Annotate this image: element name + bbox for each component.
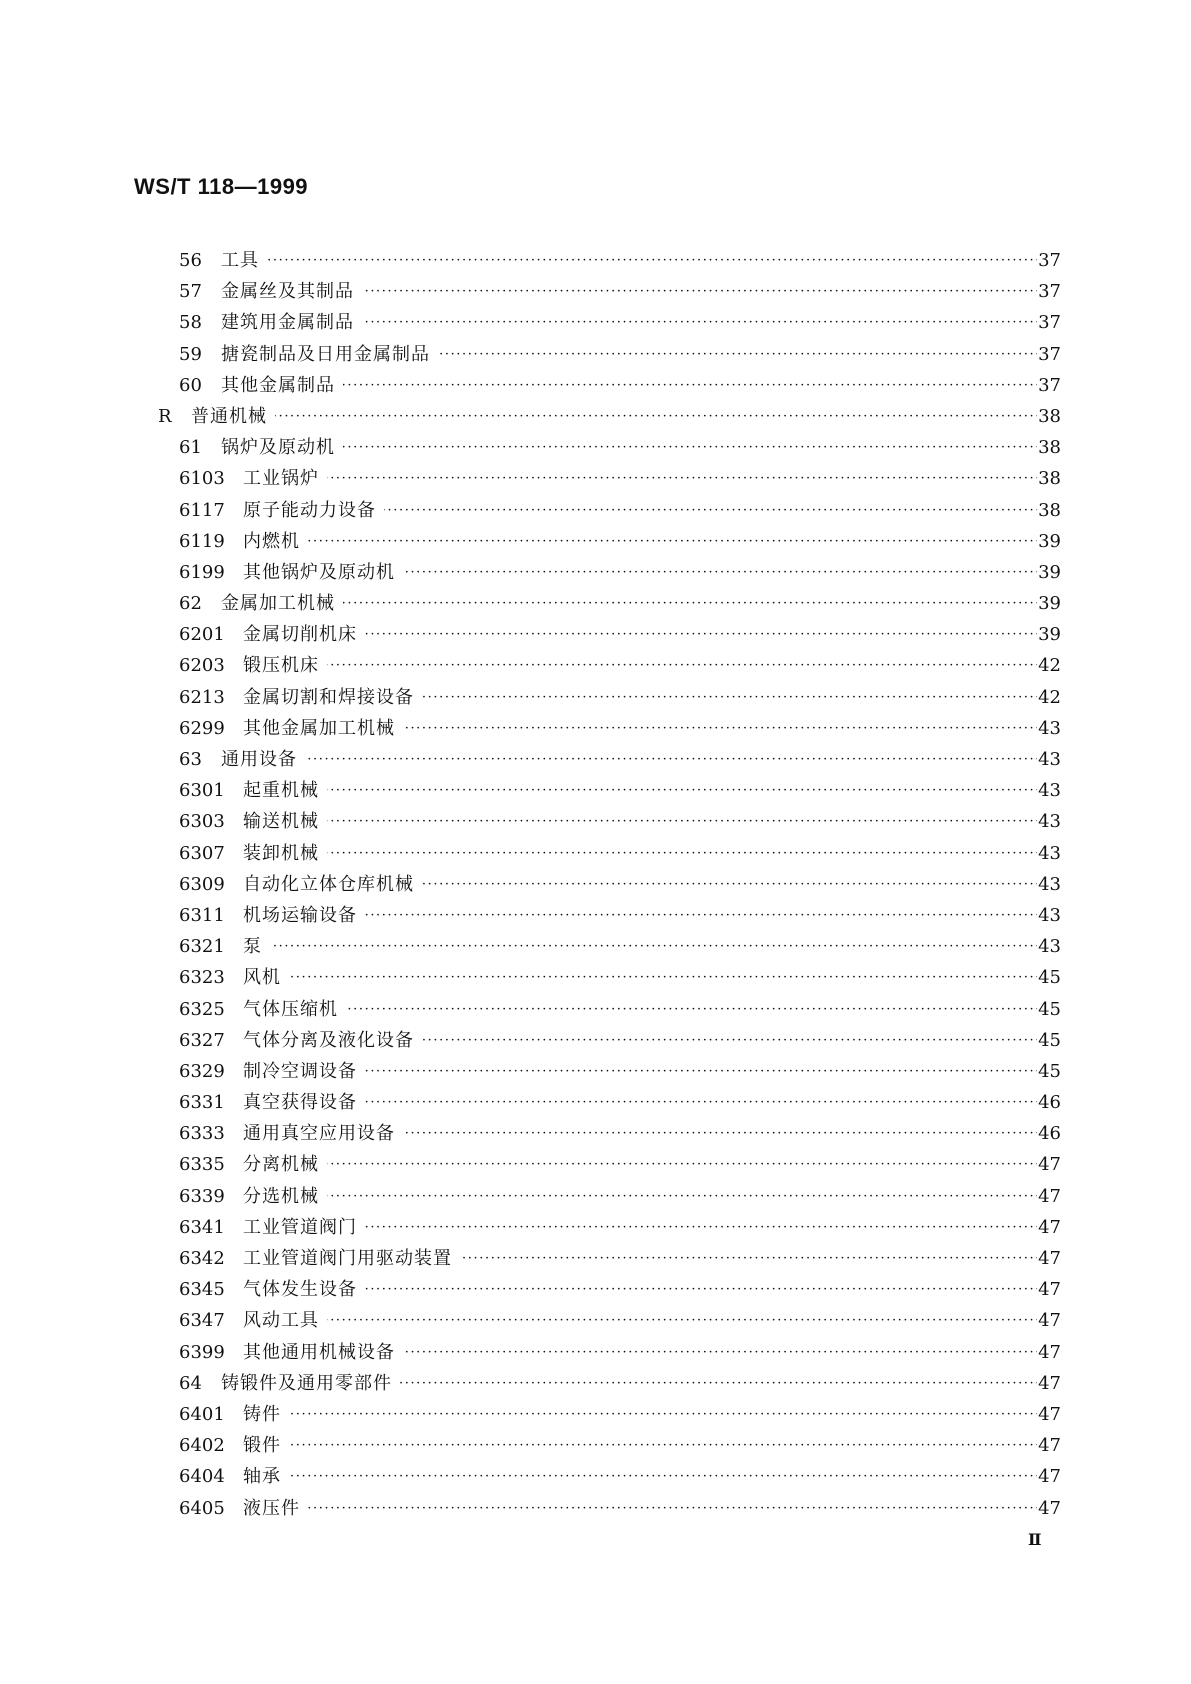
toc-entry-page: 39 bbox=[1037, 588, 1061, 619]
toc-entry[interactable] bbox=[0, 962, 1191, 993]
toc-entry-number: 63 bbox=[179, 749, 202, 770]
table-of-contents bbox=[0, 245, 1191, 1524]
toc-entry-title: 通用真空应用设备 bbox=[243, 1118, 403, 1149]
toc-dot-leader bbox=[221, 245, 1041, 276]
toc-dot-leader bbox=[243, 931, 1041, 962]
toc-entry-page: 39 bbox=[1037, 557, 1061, 588]
toc-entry-page: 47 bbox=[1037, 1399, 1061, 1430]
toc-entry-page: 45 bbox=[1037, 994, 1061, 1025]
toc-dot-leader bbox=[243, 1149, 1041, 1180]
toc-entry-page: 47 bbox=[1037, 1337, 1061, 1368]
toc-entry[interactable] bbox=[0, 744, 1191, 775]
toc-entry-page: 47 bbox=[1037, 1493, 1061, 1524]
toc-entry-title: 自动化立体仓库机械 bbox=[243, 869, 422, 900]
toc-entry[interactable] bbox=[0, 650, 1191, 681]
toc-entry-number: 6331 bbox=[179, 1092, 225, 1114]
toc-entry-page: 38 bbox=[1037, 463, 1061, 494]
toc-dot-leader bbox=[221, 432, 1041, 463]
toc-entry-page: 37 bbox=[1037, 370, 1061, 401]
toc-entry[interactable] bbox=[0, 713, 1191, 744]
toc-entry[interactable] bbox=[0, 1181, 1191, 1212]
toc-entry-number: 57 bbox=[179, 281, 202, 303]
toc-entry-title: 泵 bbox=[243, 931, 270, 962]
toc-entry-number: 6399 bbox=[179, 1341, 225, 1363]
toc-entry[interactable] bbox=[0, 245, 1191, 276]
toc-entry-title: 金属丝及其制品 bbox=[221, 276, 362, 307]
toc-entry-number: 6307 bbox=[179, 842, 225, 864]
toc-entry-page: 47 bbox=[1037, 1181, 1061, 1212]
toc-dot-leader bbox=[243, 806, 1041, 837]
toc-entry-title: 搪瓷制品及日用金属制品 bbox=[221, 339, 438, 370]
toc-entry-page: 37 bbox=[1037, 245, 1061, 276]
toc-dot-leader bbox=[243, 1399, 1041, 1430]
toc-entry-title: 金属切削机床 bbox=[243, 619, 365, 650]
toc-entry-page: 47 bbox=[1037, 1243, 1061, 1274]
toc-entry-number: 6339 bbox=[179, 1185, 225, 1207]
toc-entry-title: 气体发生设备 bbox=[243, 1274, 365, 1305]
toc-entry-title: 铸件 bbox=[243, 1399, 289, 1430]
toc-dot-leader bbox=[243, 1305, 1041, 1336]
toc-entry-page: 43 bbox=[1037, 900, 1061, 931]
toc-dot-leader bbox=[243, 1461, 1041, 1492]
toc-entry-title: 真空获得设备 bbox=[243, 1087, 365, 1118]
toc-entry-title: 气体分离及液化设备 bbox=[243, 1025, 422, 1056]
toc-entry[interactable] bbox=[0, 463, 1191, 494]
toc-entry-number: 58 bbox=[179, 312, 202, 334]
toc-entry-title: 风动工具 bbox=[243, 1305, 327, 1336]
toc-entry-page: 43 bbox=[1037, 744, 1061, 775]
toc-dot-leader bbox=[243, 1430, 1041, 1461]
toc-entry-page: 37 bbox=[1037, 307, 1061, 338]
toc-entry-title: 金属切割和焊接设备 bbox=[243, 682, 422, 713]
toc-entry-page: 47 bbox=[1037, 1149, 1061, 1180]
toc-entry[interactable] bbox=[0, 994, 1191, 1025]
toc-dot-leader bbox=[243, 838, 1041, 869]
toc-entry-title: 原子能动力设备 bbox=[243, 495, 384, 526]
toc-entry-title: 其他金属加工机械 bbox=[243, 713, 403, 744]
toc-entry[interactable] bbox=[0, 557, 1191, 588]
toc-entry[interactable] bbox=[0, 1399, 1191, 1430]
toc-entry-number: 6341 bbox=[179, 1216, 225, 1238]
toc-entry-number: 6213 bbox=[179, 686, 225, 708]
toc-entry[interactable] bbox=[0, 931, 1191, 962]
toc-entry-page: 38 bbox=[1037, 432, 1061, 463]
toc-entry-title: 分离机械 bbox=[243, 1149, 327, 1180]
toc-dot-leader bbox=[243, 994, 1041, 1025]
toc-entry-title: 起重机械 bbox=[243, 775, 327, 806]
toc-dot-leader bbox=[243, 1181, 1041, 1212]
toc-entry-page: 46 bbox=[1037, 1087, 1061, 1118]
toc-entry-page: 45 bbox=[1037, 962, 1061, 993]
toc-entry-page: 43 bbox=[1037, 713, 1061, 744]
toc-entry-title: 其他金属制品 bbox=[221, 370, 343, 401]
toc-entry-number: 59 bbox=[179, 343, 202, 365]
toc-entry[interactable] bbox=[0, 682, 1191, 713]
toc-entry-number: 6333 bbox=[179, 1123, 225, 1145]
toc-entry-page: 47 bbox=[1037, 1305, 1061, 1336]
toc-entry-title: 输送机械 bbox=[243, 806, 327, 837]
toc-dot-leader bbox=[221, 370, 1041, 401]
toc-entry[interactable] bbox=[0, 370, 1191, 401]
toc-entry-page: 38 bbox=[1037, 495, 1061, 526]
toc-dot-leader bbox=[243, 962, 1041, 993]
toc-entry-page: 39 bbox=[1037, 526, 1061, 557]
toc-entry-number: 6335 bbox=[179, 1154, 225, 1176]
toc-entry[interactable] bbox=[0, 806, 1191, 837]
toc-entry-page: 42 bbox=[1037, 682, 1061, 713]
toc-entry[interactable] bbox=[0, 1368, 1191, 1399]
toc-entry-number: 6323 bbox=[179, 967, 225, 989]
toc-entry[interactable] bbox=[0, 1461, 1191, 1492]
toc-entry-title: 锅炉及原动机 bbox=[221, 432, 343, 463]
document-code: WS/T 118—1999 bbox=[134, 174, 309, 199]
toc-entry-title: 内燃机 bbox=[243, 526, 308, 557]
toc-entry-page: 47 bbox=[1037, 1212, 1061, 1243]
toc-entry-title: 液压件 bbox=[243, 1493, 308, 1524]
toc-entry[interactable] bbox=[0, 619, 1191, 650]
toc-entry-title: 普通机械 bbox=[191, 401, 275, 432]
toc-entry-page: 45 bbox=[1037, 1056, 1061, 1087]
toc-entry-number: 6309 bbox=[179, 873, 225, 895]
toc-entry-number: 6203 bbox=[179, 655, 225, 677]
toc-entry[interactable] bbox=[0, 1305, 1191, 1336]
toc-entry-page: 39 bbox=[1037, 619, 1061, 650]
toc-entry-number: 62 bbox=[179, 593, 202, 615]
toc-entry-title: 工业锅炉 bbox=[243, 463, 327, 494]
toc-entry-number: 6402 bbox=[179, 1435, 225, 1457]
toc-entry-number: 6345 bbox=[179, 1279, 225, 1301]
toc-entry-number: 6311 bbox=[179, 904, 225, 926]
toc-entry-number: 64 bbox=[179, 1372, 202, 1394]
toc-entry-number: 6321 bbox=[179, 936, 225, 958]
toc-entry-page: 47 bbox=[1037, 1274, 1061, 1305]
toc-entry-number: 61 bbox=[179, 437, 202, 459]
toc-entry[interactable] bbox=[0, 1025, 1191, 1056]
toc-dot-leader bbox=[191, 401, 1041, 432]
toc-entry-number: 60 bbox=[179, 374, 202, 396]
toc-entry-page: 43 bbox=[1037, 806, 1061, 837]
toc-entry-page: 47 bbox=[1037, 1430, 1061, 1461]
toc-entry[interactable] bbox=[0, 1493, 1191, 1524]
toc-dot-leader bbox=[243, 650, 1041, 681]
toc-entry-page: 37 bbox=[1037, 276, 1061, 307]
toc-entry-number: 6119 bbox=[179, 530, 225, 552]
toc-entry-title: 通用设备 bbox=[221, 744, 305, 775]
toc-entry[interactable] bbox=[0, 495, 1191, 526]
toc-entry-page: 37 bbox=[1037, 339, 1061, 370]
toc-entry-title: 其他锅炉及原动机 bbox=[243, 557, 403, 588]
toc-entry[interactable] bbox=[0, 1118, 1191, 1149]
toc-dot-leader bbox=[243, 775, 1041, 806]
toc-entry-number: 6117 bbox=[179, 499, 225, 521]
toc-entry-number: 6301 bbox=[179, 780, 225, 802]
toc-entry[interactable] bbox=[0, 588, 1191, 619]
toc-entry-title: 金属加工机械 bbox=[221, 588, 343, 619]
toc-entry-number: 6347 bbox=[179, 1310, 225, 1332]
toc-entry-number: 6329 bbox=[179, 1060, 225, 1082]
toc-entry-page: 42 bbox=[1037, 650, 1061, 681]
toc-entry[interactable] bbox=[0, 307, 1191, 338]
toc-entry[interactable] bbox=[0, 1087, 1191, 1118]
toc-entry-number: 6405 bbox=[179, 1497, 225, 1519]
toc-entry[interactable] bbox=[0, 432, 1191, 463]
toc-entry-page: 43 bbox=[1037, 838, 1061, 869]
toc-entry-title: 其他通用机械设备 bbox=[243, 1337, 403, 1368]
toc-entry-number: 6201 bbox=[179, 624, 225, 646]
toc-entry-page: 43 bbox=[1037, 775, 1061, 806]
toc-entry[interactable] bbox=[0, 900, 1191, 931]
toc-entry[interactable] bbox=[0, 339, 1191, 370]
toc-entry[interactable] bbox=[0, 1243, 1191, 1274]
toc-dot-leader bbox=[243, 1493, 1041, 1524]
toc-dot-leader bbox=[243, 526, 1041, 557]
toc-entry-title: 轴承 bbox=[243, 1461, 289, 1492]
toc-entry-title: 装卸机械 bbox=[243, 838, 327, 869]
toc-entry-page: 46 bbox=[1037, 1118, 1061, 1149]
toc-entry-page: 43 bbox=[1037, 869, 1061, 900]
toc-entry-number: 6401 bbox=[179, 1403, 225, 1425]
toc-entry[interactable] bbox=[0, 1056, 1191, 1087]
toc-entry-number: 6103 bbox=[179, 468, 225, 490]
toc-entry-title: 铸锻件及通用零部件 bbox=[221, 1368, 400, 1399]
toc-entry-number: 6342 bbox=[179, 1248, 225, 1269]
toc-entry-title: 分选机械 bbox=[243, 1181, 327, 1212]
toc-entry-page: 43 bbox=[1037, 931, 1061, 962]
toc-entry[interactable] bbox=[0, 1274, 1191, 1305]
toc-entry-title: 建筑用金属制品 bbox=[221, 307, 362, 338]
toc-entry[interactable] bbox=[0, 775, 1191, 806]
toc-entry-title: 风机 bbox=[243, 962, 289, 993]
toc-entry-number: 6299 bbox=[179, 717, 225, 739]
toc-entry[interactable] bbox=[0, 401, 1191, 432]
toc-entry-page: 47 bbox=[1037, 1461, 1061, 1492]
toc-entry-title: 工具 bbox=[221, 245, 267, 276]
toc-entry-number: R bbox=[158, 405, 172, 427]
page-number: Ⅱ bbox=[1028, 1530, 1042, 1549]
toc-entry-number: 6325 bbox=[179, 998, 225, 1020]
toc-entry-title: 工业管道阀门 bbox=[243, 1212, 365, 1243]
toc-entry-page: 38 bbox=[1037, 401, 1061, 432]
toc-entry-number: 6404 bbox=[179, 1466, 225, 1488]
toc-entry[interactable] bbox=[0, 1149, 1191, 1180]
toc-entry-page: 47 bbox=[1037, 1368, 1061, 1399]
toc-dot-leader bbox=[221, 588, 1041, 619]
toc-entry-title: 气体压缩机 bbox=[243, 994, 346, 1025]
toc-entry[interactable] bbox=[0, 869, 1191, 900]
toc-entry[interactable] bbox=[0, 838, 1191, 869]
toc-entry[interactable] bbox=[0, 276, 1191, 307]
toc-entry-number: 6199 bbox=[179, 561, 225, 583]
toc-entry[interactable] bbox=[0, 1212, 1191, 1243]
toc-entry-title: 制冷空调设备 bbox=[243, 1056, 365, 1087]
toc-entry-title: 锻压机床 bbox=[243, 650, 327, 681]
toc-entry-title: 锻件 bbox=[243, 1430, 289, 1461]
toc-entry[interactable] bbox=[0, 1337, 1191, 1368]
toc-entry-number: 6327 bbox=[179, 1029, 225, 1051]
toc-entry-title: 工业管道阀门用驱动装置 bbox=[243, 1243, 460, 1274]
toc-entry-number: 56 bbox=[179, 250, 202, 271]
toc-entry-title: 机场运输设备 bbox=[243, 900, 365, 931]
toc-entry[interactable] bbox=[0, 1430, 1191, 1461]
toc-dot-leader bbox=[243, 463, 1041, 494]
toc-entry[interactable] bbox=[0, 526, 1191, 557]
toc-entry-number: 6303 bbox=[179, 811, 225, 833]
toc-dot-leader bbox=[221, 744, 1041, 775]
toc-entry-page: 45 bbox=[1037, 1025, 1061, 1056]
